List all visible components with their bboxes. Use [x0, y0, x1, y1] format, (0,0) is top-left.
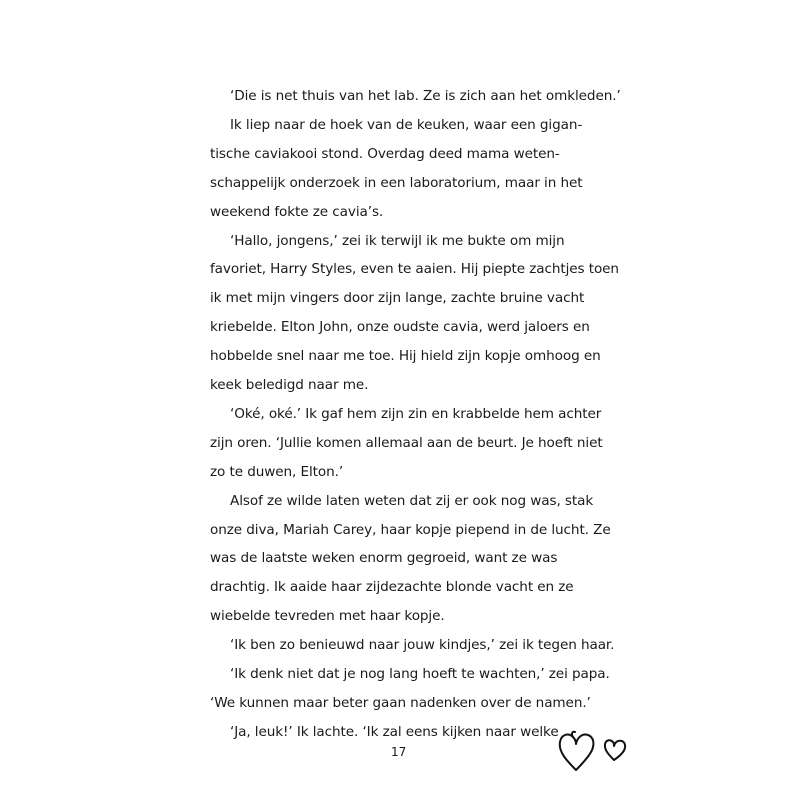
text-line: zijn oren. ‘Jullie komen allemaal aan de beurt. Je hoeft niet — [210, 434, 603, 451]
two-hearts-icon — [556, 726, 636, 774]
text-line: ‘Ja, leuk!’ Ik lachte. ‘Ik zal eens kijken naar welke — [230, 723, 559, 740]
text-line: wiebelde tevreden met haar kopje. — [210, 608, 445, 625]
small-heart-outline — [605, 740, 625, 760]
text-line: onze diva, Mariah Carey, haar kopje piepend in de lucht. Ze — [210, 521, 611, 538]
text-line: drachtig. Ik aaide haar zijdezachte blonde vacht en ze — [210, 579, 574, 596]
text-line: schappelijk onderzoek in een laboratorium, maar in het — [210, 174, 583, 191]
text-line: keek beledigd naar me. — [210, 377, 369, 393]
large-heart-outline — [560, 735, 594, 770]
text-line: ‘Hallo, jongens,’ zei ik terwijl ik me bukte om mijn — [230, 232, 565, 249]
text-line: weekend fokte ze cavia’s. — [210, 203, 384, 220]
text-line: hobbelde snel naar me toe. Hij hield zijn kopje omhoog en — [210, 348, 601, 365]
large-heart-flourish — [572, 732, 575, 737]
text-line: ik met mijn vingers door zijn lange, zachte bruine vacht — [210, 290, 585, 307]
text-line: ‘We kunnen maar beter gaan nadenken over de namen.’ — [210, 694, 591, 711]
text-line: tische caviakooi stond. Overdag deed mama weten- — [210, 145, 560, 162]
text-line: ‘Ik denk niet dat je nog lang hoeft te wachten,’ zei papa. — [230, 666, 610, 682]
text-line: ‘Ik ben zo benieuwd naar jouw kindjes,’ zei ik tegen haar. — [230, 637, 615, 654]
page-number: 17 — [391, 745, 407, 759]
text-line: zo te duwen, Elton.’ — [210, 463, 344, 480]
text-line: kriebelde. Elton John, onze oudste cavia, werd jaloers en — [210, 319, 590, 336]
text-line: favoriet, Harry Styles, even te aaien. Hij piepte zachtjes toen — [210, 261, 619, 278]
text-line: ‘Die is net thuis van het lab. Ze is zich aan het omkleden.’ — [230, 88, 621, 104]
text-line: was de laatste weken enorm gegroeid, want ze was — [210, 550, 558, 567]
text-line: Alsof ze wilde laten weten dat zij er ook nog was, stak — [230, 492, 594, 509]
text-line: Ik liep naar de hoek van de keuken, waar een gigan- — [230, 116, 583, 133]
text-line: ‘Oké, oké.’ Ik gaf hem zijn zin en krabbelde hem achter — [230, 405, 602, 422]
